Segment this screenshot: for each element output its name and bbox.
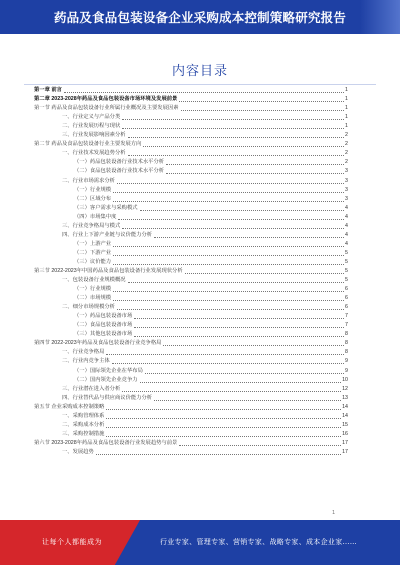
toc-entry-page: 10 (342, 376, 348, 383)
toc-leader-dots (113, 192, 344, 193)
toc-entry-page: 4 (345, 204, 348, 211)
toc-entry[interactable] (34, 113, 348, 122)
toc-entry-label: （一）上游产业 (74, 240, 112, 247)
toc-entry[interactable] (34, 204, 348, 213)
toc-entry[interactable] (34, 330, 348, 339)
toc-entry[interactable] (34, 131, 348, 140)
toc-entry-label: 第一节 药品及食品包装设备行业所属行业概况及主要发展因素 (34, 105, 179, 112)
toc-leader-dots (166, 173, 344, 174)
toc-entry[interactable] (34, 439, 348, 448)
toc-leader-dots (64, 92, 344, 93)
toc-leader-dots (112, 363, 344, 364)
toc-leader-dots (96, 454, 341, 455)
toc-entry-page: 2 (345, 141, 348, 148)
toc-leader-dots (181, 110, 345, 111)
toc-entry-page: 5 (345, 249, 348, 256)
toc-entry[interactable] (34, 430, 348, 439)
toc-leader-dots (113, 264, 344, 265)
toc-leader-dots (113, 291, 344, 292)
toc-entry-label: 二、采购成本分析 (62, 421, 105, 428)
toc-entry-label: （二）国内领先企业竞争力 (74, 376, 138, 383)
toc-entry-label: 第四节 2022-2023年药品及食品包装设备行业竞争格局 (34, 340, 162, 347)
toc-entry-label: （二）市场规模 (74, 295, 112, 302)
toc-entry[interactable] (34, 412, 348, 421)
toc-entry[interactable] (34, 348, 348, 357)
toc-entry[interactable] (34, 267, 348, 276)
toc-entry-label: 一、采购管理体系 (62, 412, 105, 419)
toc-leader-dots (117, 183, 344, 184)
toc-entry-page: 5 (345, 258, 348, 265)
toc-leader-dots (128, 282, 344, 283)
toc-leader-dots (106, 354, 344, 355)
toc-entry[interactable] (34, 294, 348, 303)
toc-entry-label: 第三节 2022-2023年中国药品及食品包装设备行业发展现状分析 (34, 267, 183, 274)
toc-entry-page: 16 (342, 430, 348, 437)
toc-entry[interactable] (34, 448, 348, 457)
toc-leader-dots (154, 237, 344, 238)
toc-entry-label: （四）市场集中度 (74, 213, 117, 220)
toc-leader-dots (140, 382, 342, 383)
toc-entry-page: 7 (345, 322, 348, 329)
toc-entry[interactable] (34, 249, 348, 258)
toc-entry-label: 二、细分市场规模分析 (62, 304, 115, 311)
toc-entry-label: 一、行业技术发展趋势分析 (62, 150, 126, 157)
toc-entry[interactable] (34, 258, 348, 267)
toc-leader-dots (106, 436, 341, 437)
toc-entry-label: 三、行业发展影响因素分析 (62, 132, 126, 139)
toc-entry[interactable] (34, 86, 348, 95)
toc-entry-page: 17 (342, 439, 348, 446)
toc-entry[interactable] (34, 104, 348, 113)
toc-entry-page: 6 (345, 295, 348, 302)
toc-title: 内容目录 (171, 64, 228, 79)
toc-leader-dots (106, 409, 341, 410)
toc-entry-label: （二）食品包装设备市场 (74, 322, 133, 329)
toc-leader-dots (163, 345, 344, 346)
toc-entry-page: 8 (345, 340, 348, 347)
toc-entry-label: （一）国际领先企业在华布局 (74, 367, 143, 374)
toc-entry-page: 4 (345, 213, 348, 220)
toc-leader-dots (134, 318, 344, 319)
toc-entry-label: 第六节 2023-2028年药品及食品包装设备行业发展趋势与前景 (34, 439, 178, 446)
toc-entry-page: 13 (342, 394, 348, 401)
toc-entry-page: 17 (342, 448, 348, 455)
toc-entry-page: 2 (345, 150, 348, 157)
toc-entry-label: 第五节 企业采购成本控制策略 (34, 403, 105, 410)
toc-leader-dots (113, 300, 344, 301)
toc-entry-page: 8 (345, 331, 348, 338)
toc-entry[interactable] (34, 303, 348, 312)
footer-slogan-right: 行业专家、管理专家、营销专家、战略专家、成本企业家…… (160, 538, 358, 546)
toc-entry-label: （二）食品包装设备行业技术水平分析 (74, 168, 165, 175)
toc-entry-label: 四、行业上下游产业链与议价能力分析 (62, 231, 153, 238)
toc-entry-label: 一、行业定义与产品分类 (62, 114, 121, 121)
toc-leader-dots (118, 219, 344, 220)
toc-entry[interactable] (34, 186, 348, 195)
toc-entry[interactable] (34, 158, 348, 167)
toc-entry-label: （一）行业规模 (74, 186, 112, 193)
toc-entry-page: 1 (345, 96, 348, 103)
toc-entry[interactable] (34, 95, 348, 104)
toc-leader-dots (179, 445, 341, 446)
title-divider (24, 84, 376, 85)
toc-entry-label: 二、行业发展历程与现状 (62, 123, 121, 130)
toc-entry[interactable] (34, 357, 348, 366)
toc-entry[interactable] (34, 394, 348, 403)
toc-leader-dots (134, 327, 344, 328)
toc-entry-label: 第一章 前言 (34, 87, 62, 94)
toc-entry-page: 1 (345, 123, 348, 130)
toc-entry-page: 3 (345, 168, 348, 175)
toc-leader-dots (143, 146, 344, 147)
toc-leader-dots (113, 255, 344, 256)
toc-entry-label: 一、发展趋势 (62, 448, 94, 455)
toc-leader-dots (122, 128, 344, 129)
toc-entry-label: （三）客户需求与采购模式 (74, 204, 138, 211)
toc-entry-page: 2 (345, 159, 348, 166)
toc-entry[interactable] (34, 149, 348, 158)
toc-entry[interactable] (34, 195, 348, 204)
toc-leader-dots (185, 273, 344, 274)
toc-entry[interactable] (34, 339, 348, 348)
toc-entry-label: （一）药品包装设备行业技术水平分析 (74, 159, 165, 166)
toc-entry-page: 8 (345, 349, 348, 356)
toc-entry-label: （三）其他包装设备市场 (74, 331, 133, 338)
toc-entry-label: （一）药品包装设备市场 (74, 313, 133, 320)
toc-entry[interactable] (34, 276, 348, 285)
toc-leader-dots (154, 400, 341, 401)
page-number: 1 (332, 510, 336, 516)
table-of-contents (34, 86, 348, 457)
toc-entry-page: 9 (345, 358, 348, 365)
toc-entry-label: 一、行业竞争格局 (62, 349, 105, 356)
toc-leader-dots (128, 155, 344, 156)
toc-entry-page: 5 (345, 267, 348, 274)
toc-entry-label: 第二节 药品及食品包装设备行业主要发展方向 (34, 141, 142, 148)
toc-entry-label: （三）议价能力 (74, 258, 112, 265)
toc-entry[interactable] (34, 240, 348, 249)
toc-entry[interactable] (34, 385, 348, 394)
toc-entry[interactable] (34, 421, 348, 430)
footer-slogan-left: 让每个人都能成为 (42, 538, 102, 546)
toc-entry[interactable] (34, 312, 348, 321)
toc-entry-page: 2 (345, 132, 348, 139)
toc-entry-page: 3 (345, 195, 348, 202)
toc-entry[interactable] (34, 403, 348, 412)
toc-entry-label: 三、行业潜在进入者分析 (62, 385, 121, 392)
toc-leader-dots (122, 391, 341, 392)
toc-entry-label: （二）下游产业 (74, 249, 112, 256)
toc-entry-page: 3 (345, 177, 348, 184)
toc-leader-dots (166, 164, 344, 165)
toc-entry-label: （一）行业规模 (74, 286, 112, 293)
header-accent-decoration (360, 0, 400, 34)
toc-entry-page: 14 (342, 412, 348, 419)
toc-entry-page: 6 (345, 304, 348, 311)
toc-leader-dots (140, 210, 344, 211)
toc-leader-dots (128, 137, 344, 138)
toc-leader-dots (106, 427, 341, 428)
toc-entry[interactable] (34, 376, 348, 385)
toc-entry-page: 9 (345, 367, 348, 374)
toc-leader-dots (179, 101, 344, 102)
toc-entry[interactable] (34, 167, 348, 176)
toc-entry-label: 三、采购控制措施 (62, 430, 105, 437)
toc-leader-dots (113, 246, 344, 247)
toc-entry-page: 3 (345, 186, 348, 193)
toc-entry-page: 1 (345, 87, 348, 94)
toc-entry-page: 14 (342, 403, 348, 410)
toc-entry[interactable] (34, 222, 348, 231)
toc-leader-dots (122, 119, 344, 120)
toc-entry-label: 四、行业替代品与供应商议价能力分析 (62, 394, 153, 401)
toc-entry-label: 二、行业市场需求分析 (62, 177, 115, 184)
toc-entry-page: 15 (342, 421, 348, 428)
toc-entry[interactable] (34, 213, 348, 222)
toc-entry-label: 一、包装设备行业规模概况 (62, 277, 126, 284)
toc-entry-label: 二、行业内竞争主体 (62, 358, 110, 365)
toc-entry-page: 1 (345, 105, 348, 112)
toc-entry[interactable] (34, 231, 348, 240)
toc-entry-page: 1 (345, 114, 348, 121)
toc-entry-page: 6 (345, 286, 348, 293)
toc-entry-label: 第二章 2023-2028年药品及食品包装设备市场环境及发展前景 (34, 96, 178, 103)
toc-entry-page: 7 (345, 313, 348, 320)
toc-entry[interactable] (34, 321, 348, 330)
toc-leader-dots (122, 228, 344, 229)
toc-leader-dots (117, 309, 344, 310)
toc-entry[interactable] (34, 122, 348, 131)
toc-leader-dots (145, 373, 344, 374)
toc-leader-dots (106, 418, 341, 419)
toc-entry-page: 4 (345, 240, 348, 247)
report-header (0, 0, 400, 34)
toc-leader-dots (113, 201, 344, 202)
toc-entry-page: 5 (345, 277, 348, 284)
toc-entry[interactable] (34, 140, 348, 149)
toc-entry[interactable] (34, 176, 348, 185)
toc-entry[interactable] (34, 285, 348, 294)
toc-entry-label: 三、行业竞争格局与模式 (62, 222, 121, 229)
toc-entry-label: （二）区域分布 (74, 195, 112, 202)
toc-entry-page: 12 (342, 385, 348, 392)
toc-entry-page: 4 (345, 231, 348, 238)
report-title: 药品及食品包装设备企业采购成本控制策略研究报告 (53, 10, 347, 25)
toc-leader-dots (134, 336, 344, 337)
toc-entry-page: 4 (345, 222, 348, 229)
toc-entry[interactable] (34, 366, 348, 375)
